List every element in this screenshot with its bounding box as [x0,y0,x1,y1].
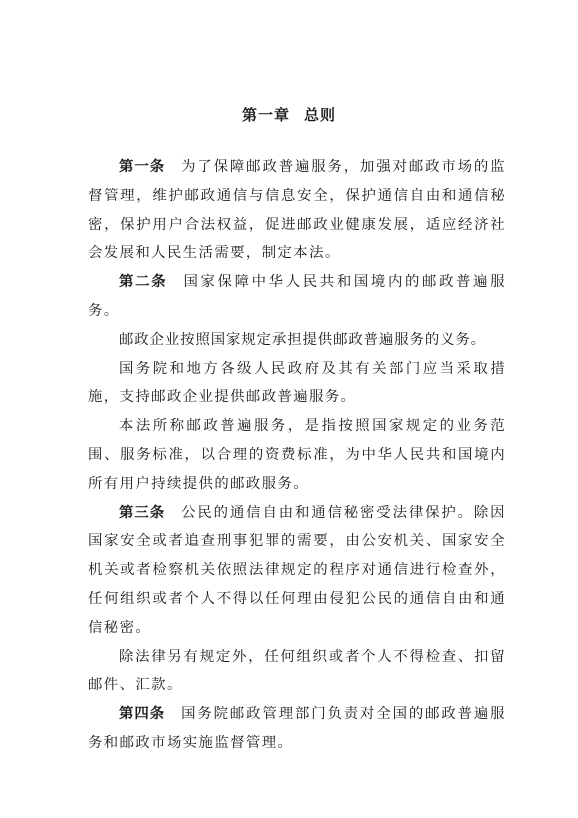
chapter-heading [0,104,578,125]
article-number: 第四条 [119,706,166,723]
paragraph-text: 为了保障邮政普遍服务，加强对邮政市场的监督管理，维护邮政通信与信息安全，保护通信自由和通信秘密，保护用户合法权益，促进邮政业健康发展，适应经济社会发展和人民生活需要，制定本法。 [88,159,506,262]
article-number: 第二条 [119,274,168,291]
chapter-title: 总则 [304,106,337,124]
paragraph-text: 国务院和地方各级人民政府及其有关部门应当采取措施，支持邮政企业提供邮政普遍服务。 [88,360,506,406]
article-number: 第三条 [119,504,166,521]
article-2-clause-2 [88,326,506,355]
article-1-paragraph [88,153,506,268]
article-2-clause-4 [88,412,506,498]
paragraph-text: 国务院邮政管理部门负责对全国的邮政普遍服务和邮政市场实施监督管理。 [88,706,506,751]
chapter-number: 第一章 [241,106,290,124]
chapter-body [88,153,506,758]
paragraph-text: 本法所称邮政普遍服务，是指按照国家规定的业务范围、服务标准，以合理的资费标准，为中华人民共和国境内所有用户持续提供的邮政服务。 [88,418,506,492]
article-3-paragraph [88,499,506,643]
paragraph-text: 国家保障中华人民共和国境内的邮政普遍服务。 [88,274,506,319]
article-number: 第一条 [119,159,166,175]
paragraph-text: 公民的通信自由和通信秘密受法律保护。除因国家安全或者追查刑事犯罪的需要，由公安机关、国家安全机关或者检察机关依照法律规定的程序对通信进行检查外，任何组织或者个人不得以任何理由侵犯公民的通信自由和通信秘密。 [88,504,506,636]
paragraph-text: 除法律另有规定外，任何组织或者个人不得检查、扣留邮件、汇款。 [88,648,506,694]
article-3-clause-2 [88,643,506,701]
article-4-paragraph [88,700,506,758]
article-2-paragraph [88,268,506,326]
paragraph-text: 邮政企业按照国家规定承担提供邮政普遍服务的义务。 [119,331,486,348]
article-2-clause-3 [88,355,506,413]
